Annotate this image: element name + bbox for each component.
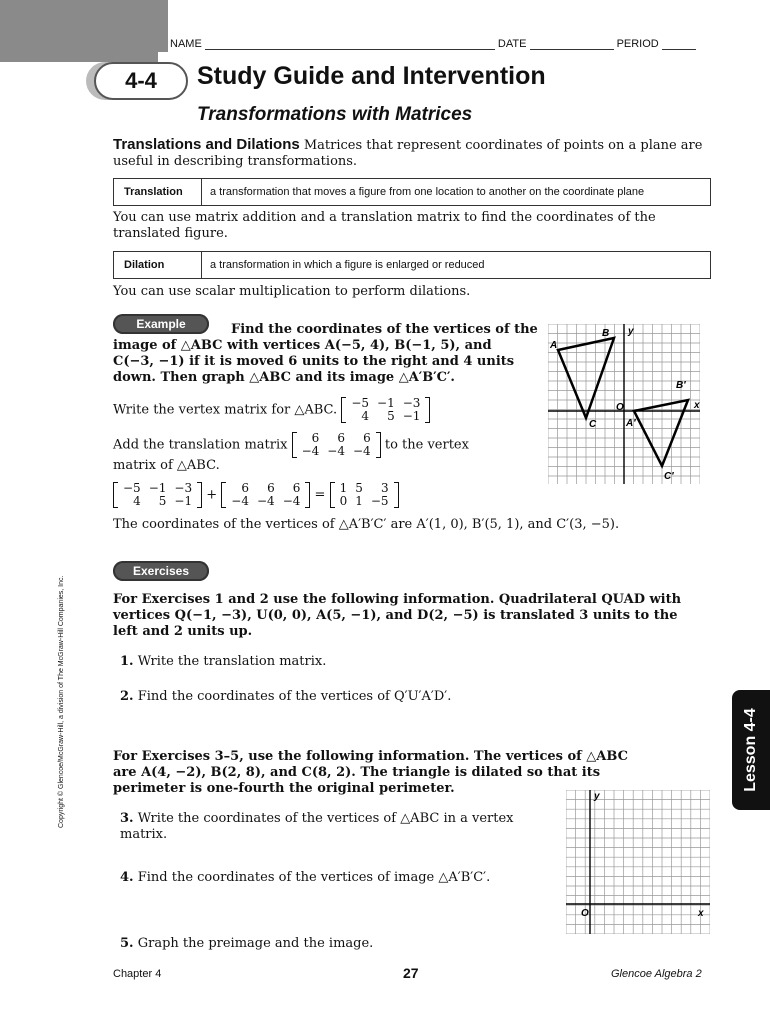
label-c: C <box>589 419 597 430</box>
exercises-label: Exercises <box>113 561 209 581</box>
example-conclusion: The coordinates of the vertices of △A′B′C′ are A′(1, 0), B′(5, 1), and C′(3, −5). <box>113 517 620 532</box>
dilation-note: You can use scalar multiplication to perform dilations. <box>113 284 471 299</box>
lesson-badge: 4-4 <box>94 62 188 100</box>
example-step2 <box>113 432 469 474</box>
label-a: A <box>550 340 558 351</box>
question-text: Write the coordinates of the vertices of △ABC in a vertex matrix. <box>120 811 514 842</box>
name-label: NAME <box>170 38 202 50</box>
translation-matrix: 6 6 6 −4 −4 −4 <box>292 432 381 458</box>
question-number: 1. <box>120 654 134 669</box>
translation-matrix: 6 6 6 −4 −4 −4 <box>221 482 310 508</box>
question-text: Write the translation matrix. <box>137 654 327 669</box>
x-axis-label: x <box>698 908 704 919</box>
vertex-matrix: −5 −1 −3 4 5 −1 <box>113 482 202 508</box>
footer-page-number: 27 <box>403 965 419 981</box>
label-b-prime: B′ <box>676 380 686 391</box>
copyright-notice: Copyright © Glencoe/McGraw-Hill, a division of The McGraw-Hill Companies, Inc. <box>58 575 65 828</box>
date-field[interactable] <box>530 38 614 50</box>
matrix-equation <box>113 482 399 508</box>
x-axis-label: x <box>694 400 700 411</box>
vertex-matrix: −5 −1 −3 4 5 −1 <box>341 397 430 423</box>
header-fields <box>170 38 696 50</box>
definition-term: Dilation <box>114 252 202 278</box>
example-prompt <box>113 322 543 386</box>
question-1 <box>120 654 326 670</box>
example-graph <box>548 324 700 484</box>
question-2 <box>120 689 451 705</box>
step2-text-c: matrix of △ABC. <box>113 458 220 473</box>
origin-label: O <box>581 908 589 919</box>
section-heading: Translations and Dilations <box>113 136 300 153</box>
name-field[interactable] <box>205 38 495 50</box>
result-matrix: 1 5 3 0 1 −5 <box>330 482 399 508</box>
equals-sign: = <box>314 487 326 503</box>
question-3 <box>120 811 520 843</box>
origin-label: O <box>616 402 624 413</box>
label-b: B <box>602 328 610 339</box>
footer-book: Glencoe Algebra 2 <box>611 968 702 980</box>
label-c-prime: C′ <box>664 471 674 482</box>
example-prompt-line: Find the coordinates of the vertices of the <box>231 322 538 337</box>
section-intro <box>113 137 713 170</box>
exercises-info2: For Exercises 3–5, use the following information. The vertices of △ABC are A(4, −2), B(2, 8), and C(8, 2). The triangle is dilated so that its perimeter is one-fourth the original perimeter. <box>113 749 628 796</box>
label-a-prime: A′ <box>626 418 636 429</box>
y-axis-label: y <box>628 326 634 337</box>
exercises-info1: For Exercises 1 and 2 use the following information. Quadrilateral QUAD with vertices Q(−1, −3), U(0, 0), A(5, −1), and D(2, −5) is translated 3 units to the left and 2 units up. <box>113 592 682 639</box>
period-field[interactable] <box>662 38 696 50</box>
step2-text-b: to the vertex <box>384 437 469 453</box>
example-prompt-line: C(−3, −1) if it is moved 6 units to the right and 4 units <box>113 354 515 369</box>
section-intro-text: Matrices that represent coordinates of points on a plane are useful in describing transformations. <box>113 138 703 169</box>
footer-chapter: Chapter 4 <box>113 968 162 980</box>
example-label: Example <box>113 314 209 334</box>
question-5 <box>120 936 373 952</box>
exercise-graph[interactable] <box>566 790 710 934</box>
question-text: Graph the preimage and the image. <box>137 936 374 951</box>
triangle-image <box>634 400 688 466</box>
y-axis-label: y <box>594 791 600 802</box>
corner-decoration <box>0 0 158 62</box>
question-number: 4. <box>120 870 134 885</box>
page-title: Study Guide and Intervention <box>197 62 546 90</box>
step2-text: Add the translation matrix <box>113 437 288 453</box>
step1-text: Write the vertex matrix for △ABC. <box>113 402 338 418</box>
corner-bar <box>158 0 168 52</box>
definition-translation <box>113 178 711 206</box>
question-number: 3. <box>120 811 134 826</box>
question-text: Find the coordinates of the vertices of image △A′B′C′. <box>137 870 491 885</box>
definition-text: a transformation in which a figure is enlarged or reduced <box>210 259 485 271</box>
question-4 <box>120 870 490 886</box>
date-label: DATE <box>497 38 527 50</box>
example-step1 <box>113 397 430 423</box>
example-prompt-line: image of △ABC with vertices A(−5, 4), B(−1, 5), and <box>113 338 492 353</box>
question-number: 2. <box>120 689 134 704</box>
translation-note: You can use matrix addition and a translation matrix to find the coordinates of the translated figure. <box>113 210 656 241</box>
lesson-tab-label: Lesson 4-4 <box>742 708 759 792</box>
definition-dilation <box>113 251 711 279</box>
lesson-tab <box>732 690 770 810</box>
definition-text: a transformation that moves a figure from one location to another on the coordinate plane <box>210 186 645 198</box>
page-subtitle: Transformations with Matrices <box>197 104 473 125</box>
example-prompt-line: down. Then graph △ABC and its image △A′B′C′. <box>113 370 455 385</box>
question-number: 5. <box>120 936 134 951</box>
question-text: Find the coordinates of the vertices of Q′U′A′D′. <box>137 689 452 704</box>
period-label: PERIOD <box>616 38 659 50</box>
plus-sign: + <box>206 487 218 503</box>
definition-term: Translation <box>114 179 202 205</box>
